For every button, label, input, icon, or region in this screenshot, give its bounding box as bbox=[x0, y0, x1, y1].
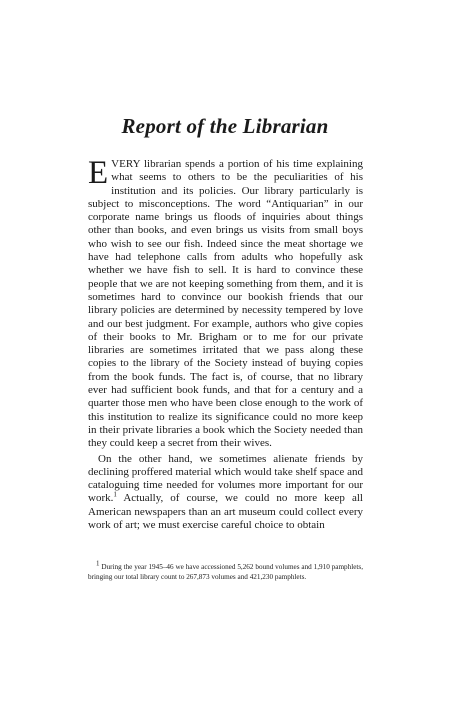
paragraph-1-text: librarian spends a portion of his time explaining what seems to others to be the peculiarities of his institution and its policies. Our library particularly is subject to misconceptions. The word “Antiquarian” in our corporate name brings us floods of inquiries about things other than books, and even brings us visits from small boys who wish to see our fish. Indeed since the meat shortage we have had telephone calls from adults who hopefully ask whether we have fish to sell. It is hard to convince these people that we are not keeping something from them, and it is sometimes hard to convince our bookish friends that our library policies are determined by necessity tempered by love and our best judgment. For example, authors who give copies of their books to Mr. Brigham or to me for our private libraries are sometimes irritated that we pass along these copies to the library of the Society instead of buying copies from the book funds. The fact is, of course, that no library ever had sufficient book funds, and that for a century and a quarter those men who have been close enough to the work of this institution to realize its significance could no more keep in their private libraries a book which the Society needed than they could keep a secret from their wives. bbox=[88, 158, 363, 450]
footnote bbox=[88, 559, 363, 582]
drop-cap: E bbox=[88, 155, 109, 191]
paragraph-2-text-b: Actually, of course, we could no more keep all American newspapers than an art museum could collect every work of art; we must exercise careful choice to obtain bbox=[88, 492, 363, 532]
footnote-body: During the year 1945–46 we have accessioned 5,262 bound volumes and 1,910 pamphlets, bringing our total library count to 267,873 volumes and 421,230 pamphlets. bbox=[88, 563, 363, 581]
paragraph-2 bbox=[88, 453, 363, 533]
footnote-reference: 1 bbox=[113, 490, 117, 499]
page-title: Report of the Librarian bbox=[121, 114, 329, 138]
lead-word: VERY bbox=[111, 158, 141, 170]
report-body bbox=[88, 155, 363, 532]
paragraph-2-text-a: On the other hand, we sometimes alienate friends by declining proffered material which would take shelf space and cataloguing time needed for volumes more important for our work. bbox=[88, 452, 363, 505]
footnote-marker: 1 bbox=[96, 559, 100, 568]
footnote-text bbox=[88, 559, 363, 582]
paragraph-1 bbox=[88, 155, 363, 451]
